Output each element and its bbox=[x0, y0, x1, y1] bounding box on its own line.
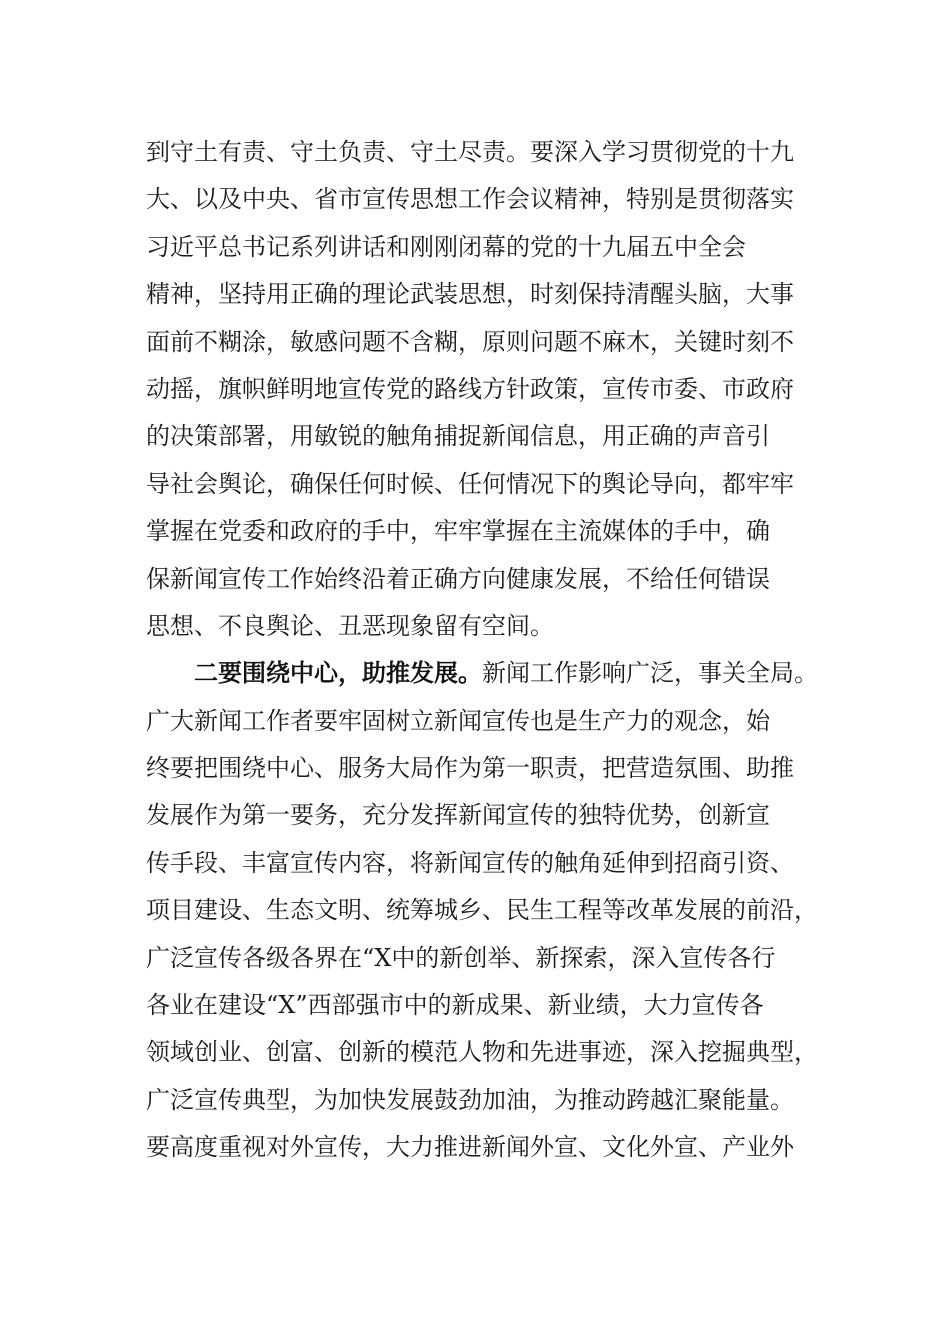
text-line: 精神，坚持用正确的理论武装思想，时刻保持清醒头脑，大事 bbox=[146, 280, 794, 309]
text-line: 领域创业、创富、创新的模范人物和先进事迹，深入挖掘典型， bbox=[146, 1038, 818, 1067]
text-line: 到守土有责、守土负责、守土尽责。要深入学习贯彻党的十九 bbox=[146, 138, 794, 166]
text-span: 新闻工作影响广泛，事关全局。 bbox=[482, 659, 818, 688]
paragraph-2 bbox=[146, 650, 816, 1171]
paragraph-1 bbox=[146, 129, 816, 650]
text-line: 掌握在党委和政府的手中，牢牢掌握在主流媒体的手中，确 bbox=[146, 517, 770, 546]
text-line: 保新闻宣传工作始终沿着正确方向健康发展，不给任何错误 bbox=[146, 564, 770, 593]
text-line: 传手段、丰富宣传内容，将新闻宣传的触角延伸到招商引资、 bbox=[146, 848, 794, 877]
text-line: 动摇，旗帜鲜明地宣传党的路线方针政策，宣传市委、市政府 bbox=[146, 374, 794, 403]
text-line: 大、以及中央、省市宣传思想工作会议精神，特别是贯彻落实 bbox=[146, 185, 794, 214]
text-line: 思想、不良舆论、丑恶现象留有空间。 bbox=[146, 611, 554, 640]
text-line: 导社会舆论，确保任何时候、任何情况下的舆论导向，都牢牢 bbox=[146, 469, 794, 498]
section-heading: 二要围绕中心，助推发展。 bbox=[194, 659, 482, 688]
text-line: 发展作为第一要务，充分发挥新闻宣传的独特优势，创新宣 bbox=[146, 801, 770, 830]
text-line: 广大新闻工作者要牢固树立新闻宣传也是生产力的观念，始 bbox=[146, 706, 770, 735]
document-body bbox=[146, 129, 816, 1172]
text-line: 广泛宣传典型，为加快发展鼓劲加油，为推动跨越汇聚能量。 bbox=[146, 1085, 794, 1114]
paragraph-2-first-line bbox=[146, 650, 816, 697]
text-line: 的决策部署，用敏锐的触角捕捉新闻信息，用正确的声音引 bbox=[146, 422, 770, 451]
text-line: 要高度重视对外宣传，大力推进新闻外宣、文化外宣、产业外 bbox=[146, 1133, 794, 1162]
text-line: 习近平总书记系列讲话和刚刚闭幕的党的十九届五中全会 bbox=[146, 232, 746, 261]
text-line: 面前不糊涂，敏感问题不含糊，原则问题不麻木，关键时刻不 bbox=[146, 327, 794, 356]
text-line: 广泛宣传各级各界在“X中的新创举、新探索，深入宣传各行 bbox=[146, 943, 776, 972]
text-line: 各业在建设“X”西部强市中的新成果、新业绩，大力宣传各 bbox=[146, 991, 764, 1020]
text-line: 项目建设、生态文明、统筹城乡、民生工程等改革发展的前沿， bbox=[146, 896, 818, 925]
text-line: 终要把围绕中心、服务大局作为第一职责，把营造氛围、助推 bbox=[146, 754, 794, 783]
